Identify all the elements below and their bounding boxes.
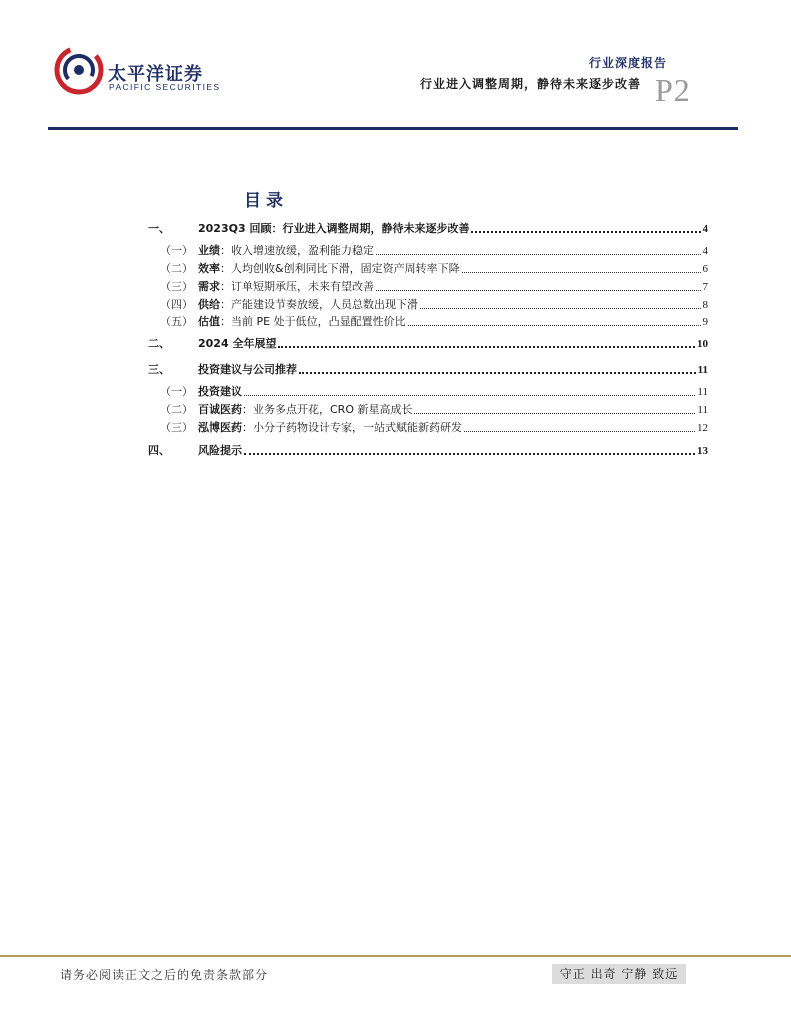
toc-entry-text: 业绩：收入增速放缓，盈利能力稳定 xyxy=(198,244,374,257)
toc-entry[interactable] xyxy=(148,336,708,352)
toc-entry-text: 百诚医药：业务多点开花，CRO 新星高成长 xyxy=(198,403,413,416)
toc-dot-leader xyxy=(244,395,695,396)
toc-dot-leader xyxy=(464,431,695,432)
logo-chinese-name: 太平洋证券 xyxy=(108,64,203,85)
toc-entry-text: 估值：当前 PE 处于低位，凸显配置性价比 xyxy=(198,315,406,328)
toc-entry-number: （五） xyxy=(160,315,193,328)
toc-entry-text: 2023Q3 回顾：行业进入调整周期，静待未来逐步改善 xyxy=(198,222,470,235)
toc-entry[interactable] xyxy=(148,443,708,459)
toc-entry-page: 4 xyxy=(702,223,708,235)
toc-entry-page: 11 xyxy=(697,364,708,376)
toc-entry-label: 投资建议 xyxy=(198,385,242,398)
toc-entry-number: 三、 xyxy=(148,363,170,376)
toc-entry[interactable] xyxy=(148,279,708,295)
toc-entry-text: 供给：产能建设节奏放缓，人员总数出现下滑 xyxy=(198,298,418,311)
toc-entry-page: 6 xyxy=(702,263,708,275)
logo-english-name: PACIFIC SECURITIES xyxy=(109,82,221,92)
toc-entry-label: 供给 xyxy=(198,298,220,311)
toc-entry-label: 业绩 xyxy=(198,244,220,257)
toc-dot-leader xyxy=(471,231,700,233)
toc-entry-number: 四、 xyxy=(148,444,170,457)
report-title: 行业进入调整周期，静待未来逐步改善 xyxy=(419,77,641,91)
pacific-securities-logo-icon xyxy=(53,43,105,95)
toc-entry-label: 估值 xyxy=(198,315,220,328)
toc-dot-leader xyxy=(462,272,701,273)
toc-dot-leader xyxy=(244,453,695,455)
toc-entry-page: 4 xyxy=(702,245,708,257)
toc-entry-number: （二） xyxy=(160,403,193,416)
toc-entry-number: （一） xyxy=(160,385,193,398)
toc-entry[interactable] xyxy=(148,362,708,378)
toc-entry-page: 13 xyxy=(697,445,708,457)
toc-entry-label: 效率 xyxy=(198,262,220,275)
toc-entry-label: 百诚医药 xyxy=(198,403,242,416)
toc-entry-text: 效率：人均创收&创利同比下滑，固定资产周转率下降 xyxy=(198,262,460,275)
toc-entry-page: 11 xyxy=(697,386,708,398)
toc-dot-leader xyxy=(414,413,695,414)
toc-entry-number: （三） xyxy=(160,280,193,293)
footer-motto: 守正 出奇 宁静 致远 xyxy=(552,964,686,984)
toc-dot-leader xyxy=(376,254,701,255)
toc-entry-number: （四） xyxy=(160,298,193,311)
toc-entry[interactable] xyxy=(148,261,708,277)
toc-entry-text: 泓博医药：小分子药物设计专家，一站式赋能新药研发 xyxy=(198,421,462,434)
toc-entry[interactable] xyxy=(148,243,708,259)
toc-entry-text: 投资建议与公司推荐 xyxy=(198,363,297,376)
toc-title: 目录 xyxy=(244,191,288,211)
report-type: 行业深度报告 xyxy=(588,56,667,70)
toc-entry[interactable] xyxy=(148,314,708,330)
toc-entry-number: 二、 xyxy=(148,337,170,350)
toc-entry-text xyxy=(198,384,242,400)
toc-entry[interactable] xyxy=(148,384,708,400)
footer-divider xyxy=(0,955,791,957)
toc-entry[interactable] xyxy=(148,402,708,418)
toc-entry-number: 一、 xyxy=(148,222,170,235)
toc-entry[interactable] xyxy=(148,420,708,436)
page-number: P2 xyxy=(655,72,691,108)
toc-dot-leader xyxy=(299,372,696,374)
toc-entry-label: 泓博医药 xyxy=(198,421,242,434)
toc-entry-page: 10 xyxy=(697,338,708,350)
toc-dot-leader xyxy=(408,325,701,326)
toc-entry-number: （三） xyxy=(160,421,193,434)
toc-entry[interactable] xyxy=(148,221,708,237)
toc-dot-leader xyxy=(376,290,701,291)
toc-entry-text: 需求：订单短期承压，未来有望改善 xyxy=(198,280,374,293)
toc-entry-number: （一） xyxy=(160,244,193,257)
toc-entry-label: 需求 xyxy=(198,280,220,293)
footer-disclaimer: 请务必阅读正文之后的免责条款部分 xyxy=(60,968,269,982)
toc-entry-page: 9 xyxy=(702,316,708,328)
toc-entry-page: 12 xyxy=(697,422,708,434)
toc-entry[interactable] xyxy=(148,297,708,313)
toc-entry-text: 风险提示 xyxy=(198,444,242,457)
toc-entry-text: 2024 全年展望 xyxy=(198,337,277,350)
toc-entry-number: （二） xyxy=(160,262,193,275)
toc-entry-page: 11 xyxy=(697,404,708,416)
toc-dot-leader xyxy=(420,308,701,309)
header-divider xyxy=(48,127,738,130)
toc-entry-page: 7 xyxy=(702,281,708,293)
toc-entry-page: 8 xyxy=(702,299,708,311)
toc-dot-leader xyxy=(278,346,695,348)
